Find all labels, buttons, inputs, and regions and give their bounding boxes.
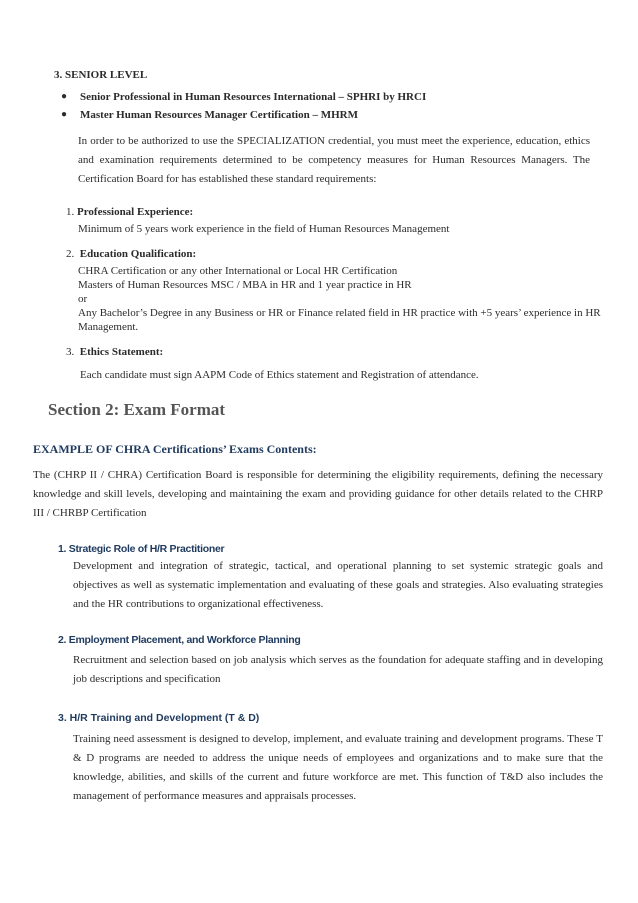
bullet-icon: ● [61,109,68,120]
senior-intro-paragraph: In order to be authorized to use the SPECIALIZATION credential, you must meet the experience, education, ethics and examination requirements determined to be competency measures for Human Resources Managers. The Certification Board for has established these standard requirements: [78,135,590,185]
requirement-professional-experience-title: 1. Professional Experience: [66,206,194,218]
section-2-title: Section 2: Exam Format [48,400,226,419]
example-paragraph: The (CHRP II / CHRA) Certification Board is responsible for determining the eligibility requirements, defining the necessary knowledge and skill levels, developing and maintaining the exam and providing guidance for other details related to the CHRP III / CHRBP Certification [33,469,603,519]
topic-training-development-text: Training need assessment is designed to develop, implement, and evaluate training and development programs. These T & D programs are needed to address the unique needs of employees and organizations and to make sure that the knowledge, abilities, and skills of the current and future workforce are met. This function of T&D also includes the management of performance measures and appraisals processes. [73,733,603,802]
senior-certification-list [61,88,600,124]
list-item: ● Senior Professional in Human Resources International – SPHRI by HRCI [80,88,600,106]
senior-level-heading: 3. SENIOR LEVEL [54,69,148,81]
requirement-education-title: 2. Education Qualification: [66,248,197,260]
requirement-ethics-text: Each candidate must sign AAPM Code of Ethics statement and Registration of attendance. [80,369,479,381]
topic-employment-placement-title: 2. Employment Placement, and Workforce Planning [58,634,301,646]
list-item: ● Master Human Resources Manager Certification – MHRM [80,106,600,124]
topic-strategic-role-text: Development and integration of strategic, tactical, and operational planning to set systemic strategic goals and objectives as well as systematic implementation and evaluating of these goals and strategies. Also evaluating strategies and the HR contributions to organizational effectiveness. [73,560,603,610]
topic-employment-placement-text: Recruitment and selection based on job analysis which serves as the foundation for adequate staffing and in developing job descriptions and specification [73,654,603,685]
example-title: EXAMPLE OF CHRA Certifications’ Exams Contents: [33,442,317,456]
requirement-professional-experience-text: Minimum of 5 years work experience in the field of Human Resources Management [78,223,450,235]
topic-training-development-title: 3. H/R Training and Development (T & D) [58,712,260,724]
requirement-education-text: CHRA Certification or any other International or Local HR Certification Masters of Human Resources MSC / MBA in HR and 1 year practice in HR or Any Bachelor’s Degree in any Business or HR or Finance related field in HR practice with +5 years’ experience in HR Management. [78,265,601,333]
requirement-ethics-title: 3. Ethics Statement: [66,346,164,358]
topic-strategic-role-title: 1. Strategic Role of H/R Practitioner [58,543,225,555]
bullet-icon: ● [61,91,68,102]
